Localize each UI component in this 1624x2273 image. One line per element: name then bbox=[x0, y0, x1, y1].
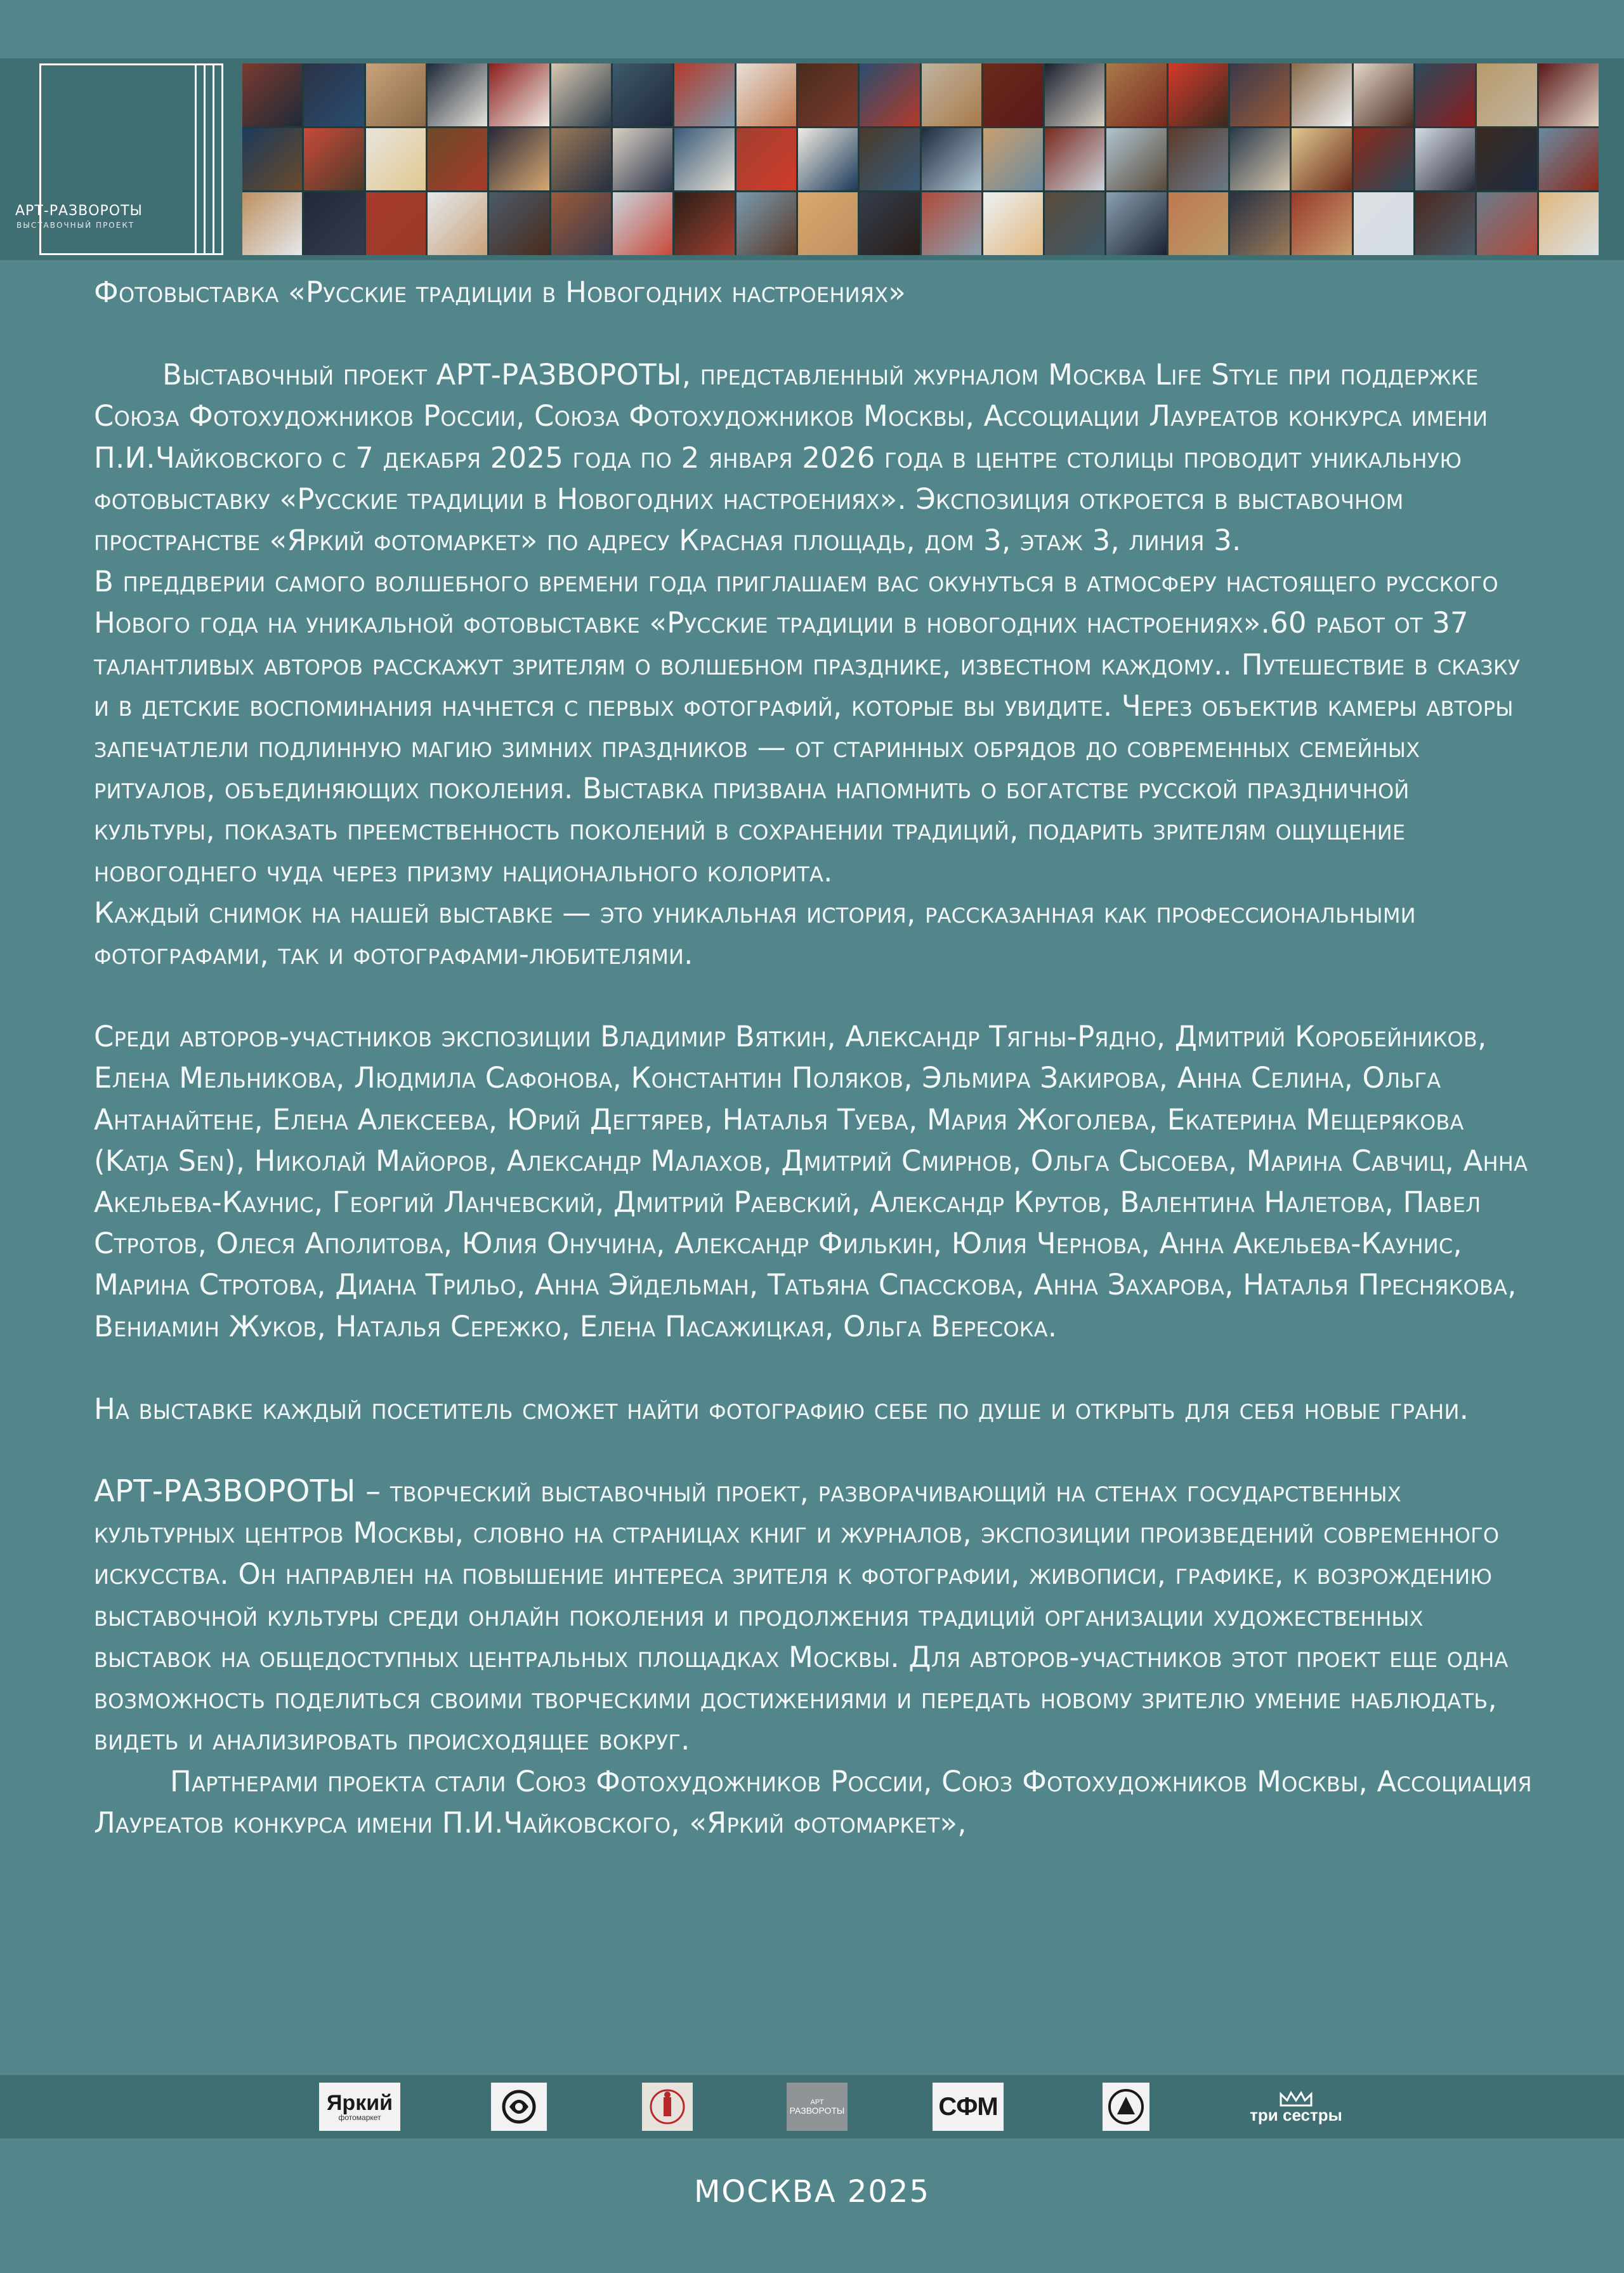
project-logo bbox=[9, 63, 231, 255]
collage-photo bbox=[1045, 63, 1104, 126]
art-logo-top: АРТ bbox=[810, 2098, 824, 2106]
collage-photo bbox=[1292, 192, 1351, 255]
collage-photo bbox=[1354, 128, 1413, 191]
collage-photo bbox=[798, 192, 858, 255]
collage-photo bbox=[737, 128, 796, 191]
photo-collage bbox=[242, 63, 1599, 255]
collage-photo bbox=[304, 192, 363, 255]
partner-logo-sfm bbox=[933, 2083, 1004, 2131]
collage-photo bbox=[860, 128, 919, 191]
collage-photo bbox=[1106, 63, 1166, 126]
collage-photo bbox=[1045, 128, 1104, 191]
article-title: Фотовыставка «Русские традиции в Новогодних настроениях» bbox=[94, 275, 907, 309]
crown-icon bbox=[1278, 2090, 1314, 2107]
footer-city-year: МОСКВА 2025 bbox=[694, 2174, 930, 2210]
article bbox=[94, 272, 1534, 1843]
collage-photo bbox=[1230, 63, 1290, 126]
paragraph-intro: Выставочный проект АРТ-РАЗВОРОТЫ, представленный журналом Москва Life Style при поддержке Союза Фотохудожников России, Союза Фотохудожников Москвы, Ассоциации Лауреатов конкурса имени П.И.Чайковского с 7 декабря 2025 года по 2 января 2026 года в центре столицы проводит уникальную фотовыставку «Русские традиции в Новогодних настроениях». Экспозиция откроется в выставочном пространстве «Яркий фотомаркет» по адресу Красная площадь, дом 3, этаж 3, линия 3. bbox=[94, 358, 1488, 558]
yarkiy-logo-text: Яркий bbox=[326, 2091, 393, 2115]
partner-logo-tri-sestry bbox=[1243, 2083, 1349, 2131]
collage-photo bbox=[1539, 63, 1599, 126]
collage-photo bbox=[922, 192, 981, 255]
collage-photo bbox=[737, 192, 796, 255]
collage-photo bbox=[489, 192, 549, 255]
collage-photo bbox=[1477, 192, 1536, 255]
collage-photo bbox=[737, 63, 796, 126]
collage-photo bbox=[983, 192, 1043, 255]
collage-photo bbox=[1169, 192, 1228, 255]
collage-photo bbox=[1292, 63, 1351, 126]
collage-photo bbox=[304, 128, 363, 191]
emblem-icon bbox=[647, 2086, 688, 2128]
collage-photo bbox=[551, 192, 611, 255]
tri-sestry-logo-text: три сестры bbox=[1250, 2105, 1342, 2125]
collage-photo bbox=[983, 63, 1043, 126]
partner-logo-moscow-photo bbox=[642, 2083, 693, 2131]
sfm-logo-text: СФМ bbox=[938, 2092, 998, 2121]
paragraph-about-project bbox=[94, 1471, 1534, 1760]
collage-photo bbox=[798, 63, 858, 126]
collage-photo bbox=[674, 128, 734, 191]
collage-photo bbox=[922, 128, 981, 191]
collage-photo bbox=[922, 63, 981, 126]
art-logo-main: РАЗВОРОТЫ bbox=[789, 2105, 845, 2116]
paragraph-authors: Среди авторов-участников экспозиции Владимир Вяткин, Александр Тягны-Рядно, Дмитрий Коробейников, Елена Мельникова, Людмила Сафонова, Константин Поляков, Эльмира Закирова, Анна Селина, Ольга Антанайтене, Елена Алексеева, Юрий Дегтярев, Наталья Туева, Мария Жоголева, Екатерина Мещерякова (Katja Sen), Николай Майоров, Александр Малахов, Дмитрий Смирнов, Ольга Сысоева, Марина Савчиц, Анна Акельева-Каунис, Георгий Ланчевский, Дмитрий Раевский, Александр Крутов, Валентина Налетова, Павел Стротов, Олеся Аполитова, Юлия Онучина, Александр Филькин, Юлия Чернова, Анна Акельева-Каунис, Марина Стротова, Диана Трильо, Анна Эйдельман, Татьяна Спасскова, Анна Захарова, Наталья Преснякова, Вениамин Жуков, Наталья Сережко, Елена Пасажицкая, Ольга Вересока. bbox=[94, 1020, 1528, 1343]
collage-photo bbox=[428, 192, 487, 255]
paragraph-description: В преддверии самого волшебного времени года приглашаем вас окунуться в атмосферу настоящего русского Нового года на уникальной фотовыставке «Русские традиции в новогодних настроениях».60 работ от 37 талантливых авторов расскажут зрителям о волшебном празднике, известном каждому.. Путешествие в сказку и в детские воспоминания начнется с первых фотографий, которые вы увидите. Через объектив камеры авторы запечатлели подлинную магию зимних праздников — от старинных обрядов до современных семейных ритуалов, объединяющих поколения. Выставка призвана напомнить о богатстве русской праздничной культуры, показать преемственность поколений в сохранении традиций, подарить зрителям ощущение новогоднего чуда через призму национального колорита. bbox=[94, 565, 1521, 888]
collage-photo bbox=[489, 128, 549, 191]
collage-photo bbox=[860, 63, 919, 126]
collage-photo bbox=[304, 63, 363, 126]
collage-photo bbox=[1539, 128, 1599, 191]
collage-photo bbox=[366, 128, 426, 191]
collage-photo bbox=[613, 128, 672, 191]
collage-photo bbox=[613, 63, 672, 126]
collage-photo bbox=[1230, 192, 1290, 255]
collage-photo bbox=[489, 63, 549, 126]
collage-photo bbox=[428, 63, 487, 126]
collage-photo bbox=[1415, 63, 1475, 126]
collage-photo bbox=[1354, 63, 1413, 126]
collage-photo bbox=[1106, 128, 1166, 191]
laureate-emblem-icon bbox=[1107, 2088, 1145, 2126]
partner-logo-yarkiy bbox=[319, 2083, 400, 2131]
collage-photo bbox=[1477, 63, 1536, 126]
collage-photo bbox=[242, 192, 302, 255]
collage-photo bbox=[366, 63, 426, 126]
paragraph-partners: Партнерами проекта стали Союз Фотохудожников России, Союз Фотохудожников Москвы, Ассоциация Лауреатов конкурса имени П.И.Чайковского, «Яркий фотомаркет», bbox=[94, 1764, 1532, 1840]
collage-photo bbox=[1539, 192, 1599, 255]
collage-photo bbox=[1045, 192, 1104, 255]
logo-subtitle: ВЫСТАВОЧНЫЙ ПРОЕКТ bbox=[16, 221, 135, 230]
collage-photo bbox=[798, 128, 858, 191]
yarkiy-logo-subtext: фотомаркет bbox=[338, 2113, 381, 2122]
collage-photo bbox=[1477, 128, 1536, 191]
collage-photo bbox=[1169, 128, 1228, 191]
collage-photo bbox=[551, 128, 611, 191]
paragraph-each-photo: Каждый снимок на нашей выставке — это уникальная история, рассказанная как профессиональными фотографами, так и фотографами-любителями. bbox=[94, 895, 1416, 972]
collage-photo bbox=[860, 192, 919, 255]
collage-photo bbox=[1415, 192, 1475, 255]
paragraph-visitors: На выставке каждый посетитель сможет найти фотографию себе по душе и открыть для себя новые грани. bbox=[94, 1392, 1469, 1426]
collage-photo bbox=[551, 63, 611, 126]
collage-photo bbox=[366, 192, 426, 255]
collage-photo bbox=[613, 192, 672, 255]
partner-logo-association bbox=[1103, 2083, 1149, 2131]
collage-photo bbox=[1106, 192, 1166, 255]
collage-photo bbox=[1354, 192, 1413, 255]
aperture-icon bbox=[497, 2088, 541, 2126]
collage-photo bbox=[1415, 128, 1475, 191]
collage-photo bbox=[1292, 128, 1351, 191]
collage-photo bbox=[242, 63, 302, 126]
logo-title: АРТ-РАЗВОРОТЫ bbox=[15, 203, 143, 219]
collage-photo bbox=[242, 128, 302, 191]
collage-photo bbox=[428, 128, 487, 191]
collage-photo bbox=[674, 63, 734, 126]
collage-photo bbox=[1169, 63, 1228, 126]
collage-photo bbox=[674, 192, 734, 255]
project-about-text: творческий выставочный проект, разворачивающий на стенах государственных культурных центров Москвы, словно на страницах книг и журналов, экспозиции произведений современного искусства. Он направлен на повышение интереса зрителя к фотографии, живописи, графике, к возрождению выставочной культуры среди онлайн поколения и продолжения традиций организации художественных выставок на общедоступных центральных площадках Москвы. Для авторов-участников этот проект еще одна возможность поделиться своими творческими достижениями и передать новому зрителю умение наблюдать, видеть и анализировать происходящее вокруг. bbox=[94, 1475, 1509, 1757]
partner-logo-sfr bbox=[491, 2083, 547, 2131]
partner-logo-art-razvoroty bbox=[787, 2083, 848, 2131]
collage-photo bbox=[1230, 128, 1290, 191]
collage-photo bbox=[983, 128, 1043, 191]
project-name-lead: АРТ-РАЗВОРОТЫ – bbox=[94, 1473, 381, 1510]
